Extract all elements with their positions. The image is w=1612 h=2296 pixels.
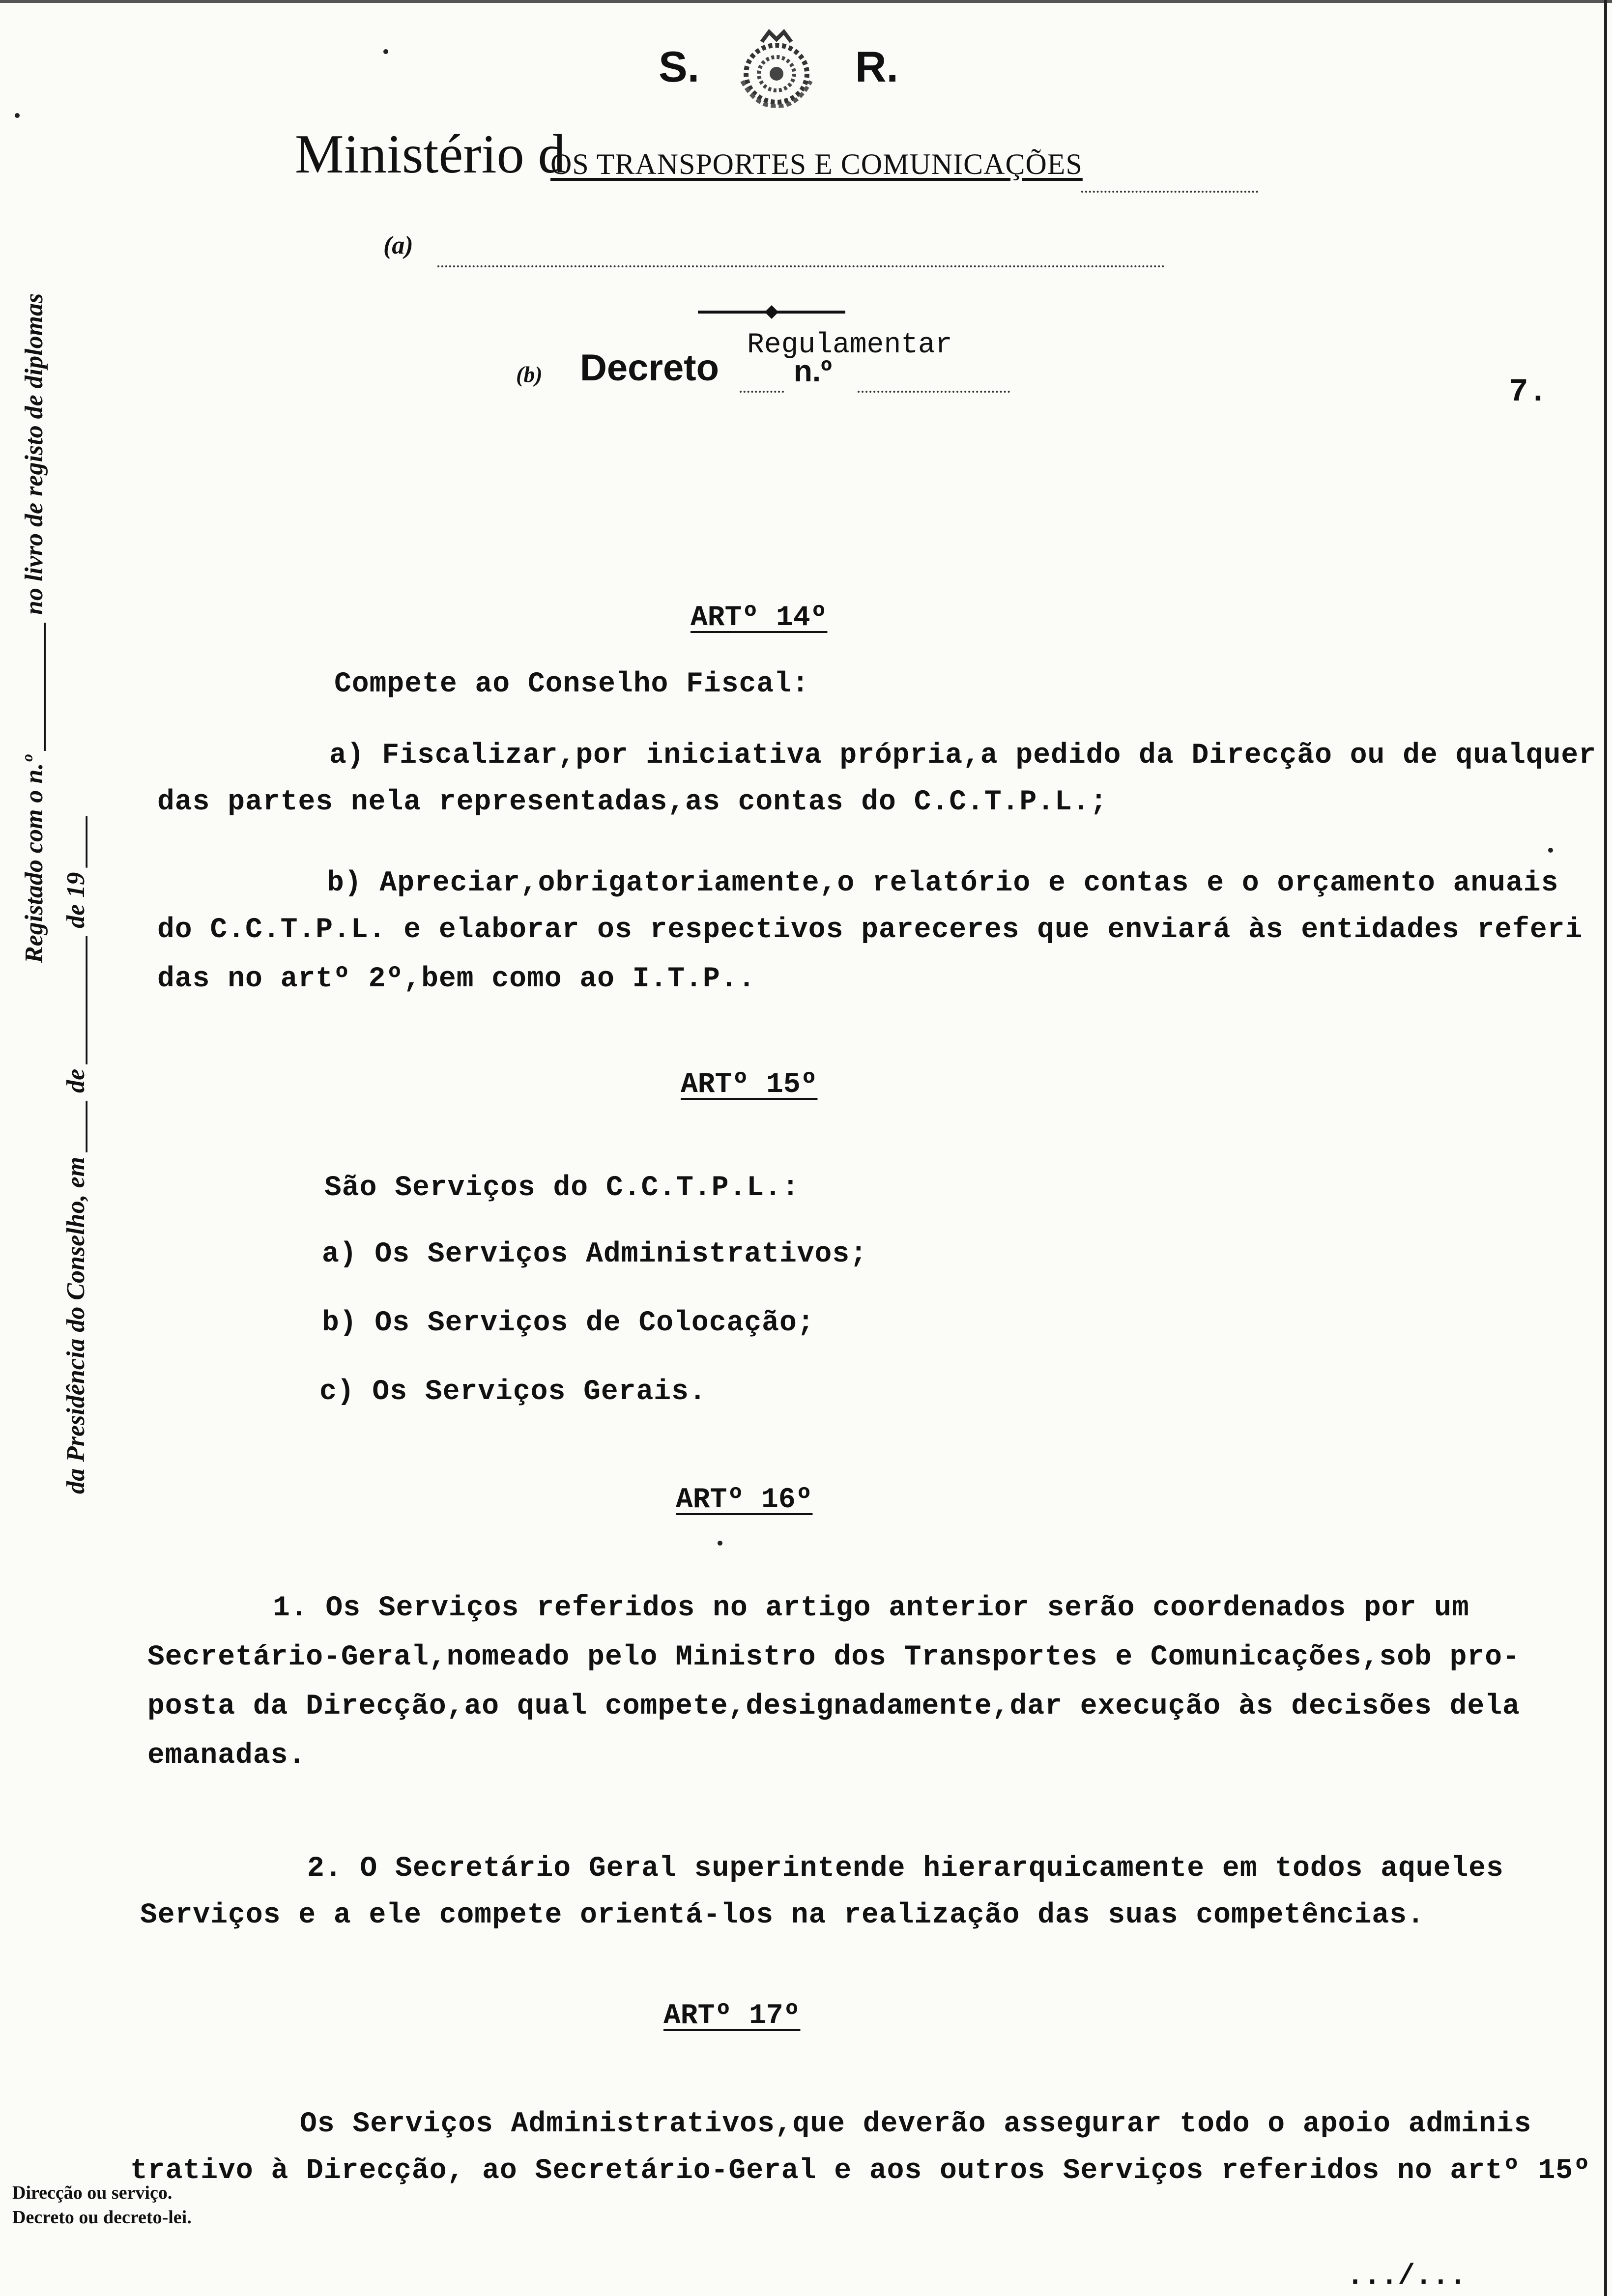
header-left-letter: S.	[659, 42, 700, 91]
article-14-item-b-line-3: das no artº 2º,bem como ao I.T.P..	[157, 963, 756, 995]
decree-type: Regulamentar	[747, 329, 952, 361]
number-label: n.º	[794, 354, 832, 388]
ornament-divider	[693, 302, 850, 322]
footnote-decree: Decreto ou decreto-lei.	[12, 2207, 192, 2228]
article-15-item-b: b) Os Serviços de Colocação;	[322, 1307, 815, 1339]
article-16-item-1-line-2: Secretário-Geral,nomeado pelo Ministro dos Transportes e Comunicações,sob pro-	[147, 1641, 1520, 1673]
article-17-heading: ARTº 17º	[663, 2000, 801, 2032]
article-14-item-a-line-1: a) Fiscalizar,por iniciativa própria,a pedido da Direcção ou de qualquer	[329, 740, 1597, 772]
scan-speck	[383, 49, 388, 54]
scan-speck	[15, 113, 20, 118]
article-15-heading: ARTº 15º	[681, 1069, 818, 1101]
decree-line-1	[740, 391, 784, 393]
article-14-intro: Compete ao Conselho Fiscal:	[334, 668, 809, 700]
article-15-intro: São Serviços do C.C.T.P.L.:	[324, 1172, 800, 1204]
ministry-name: OS TRANSPORTES E COMUNICAÇÕES	[550, 148, 1083, 180]
ministry-dotted-line	[1081, 191, 1258, 193]
page-top-edge	[0, 0, 1612, 3]
article-16-heading: ARTº 16º	[676, 1484, 813, 1516]
article-17-line-1: Os Serviços Administrativos,que deverão assegurar todo o apoio adminis	[300, 2108, 1532, 2140]
field-a-line	[437, 265, 1165, 267]
article-14-item-a-line-2: das partes nela representadas,as contas do C.C.T.P.L.;	[157, 786, 1108, 818]
article-16-item-1-line-3: posta da Direcção,ao qual compete,designadamente,dar execução às decisões dela	[147, 1691, 1520, 1722]
article-16-item-1-line-1: 1. Os Serviços referidos no artigo anterior serão coordenados por um	[273, 1592, 1469, 1624]
page-right-edge	[1604, 0, 1607, 2296]
article-16-item-2-line-2: Serviços e a ele compete orientá-los na realização das suas competências.	[140, 1899, 1425, 1931]
article-15-item-a: a) Os Serviços Administrativos;	[322, 1238, 867, 1270]
decree-label: Decreto	[580, 347, 719, 389]
decree-number-line	[858, 391, 1010, 393]
page-number: 7.	[1509, 373, 1548, 410]
continuation-mark: .../...	[1347, 2261, 1467, 2293]
article-14-item-b-line-2: do C.C.T.P.L. e elaborar os respectivos pareceres que enviará às entidades referi	[157, 914, 1583, 946]
article-16-item-2-line-1: 2. O Secretário Geral superintende hierarquicamente em todos aqueles	[307, 1853, 1504, 1885]
footnote-direction: Direcção ou serviço.	[12, 2182, 173, 2203]
article-15-item-c: c) Os Serviços Gerais.	[319, 1376, 707, 1408]
margin-registration-line-2: da Presidência do Conselho, em ____ de __________ de 19 ____	[62, 814, 90, 1494]
margin-registration-line-1: Registado com o n.º __________ no livro de registo de diplomas	[20, 293, 48, 963]
field-a-label: (a)	[383, 231, 413, 259]
coat-of-arms-emblem	[727, 27, 826, 113]
header-right-letter: R.	[855, 42, 898, 91]
scan-speck	[1548, 848, 1553, 853]
article-16-item-1-line-4: emanadas.	[147, 1740, 306, 1772]
article-17-line-2: trativo à Direcção, ao Secretário-Geral e aos outros Serviços referidos no artº 15º	[130, 2155, 1591, 2187]
article-14-item-b-line-1: b) Apreciar,obrigatoriamente,o relatório e contas e o orçamento anuais	[327, 867, 1559, 899]
article-14-heading: ARTº 14º	[691, 602, 828, 634]
ministry-prefix: Ministério d	[295, 124, 566, 185]
scan-speck	[718, 1541, 722, 1546]
field-b-label: (b)	[516, 362, 543, 387]
